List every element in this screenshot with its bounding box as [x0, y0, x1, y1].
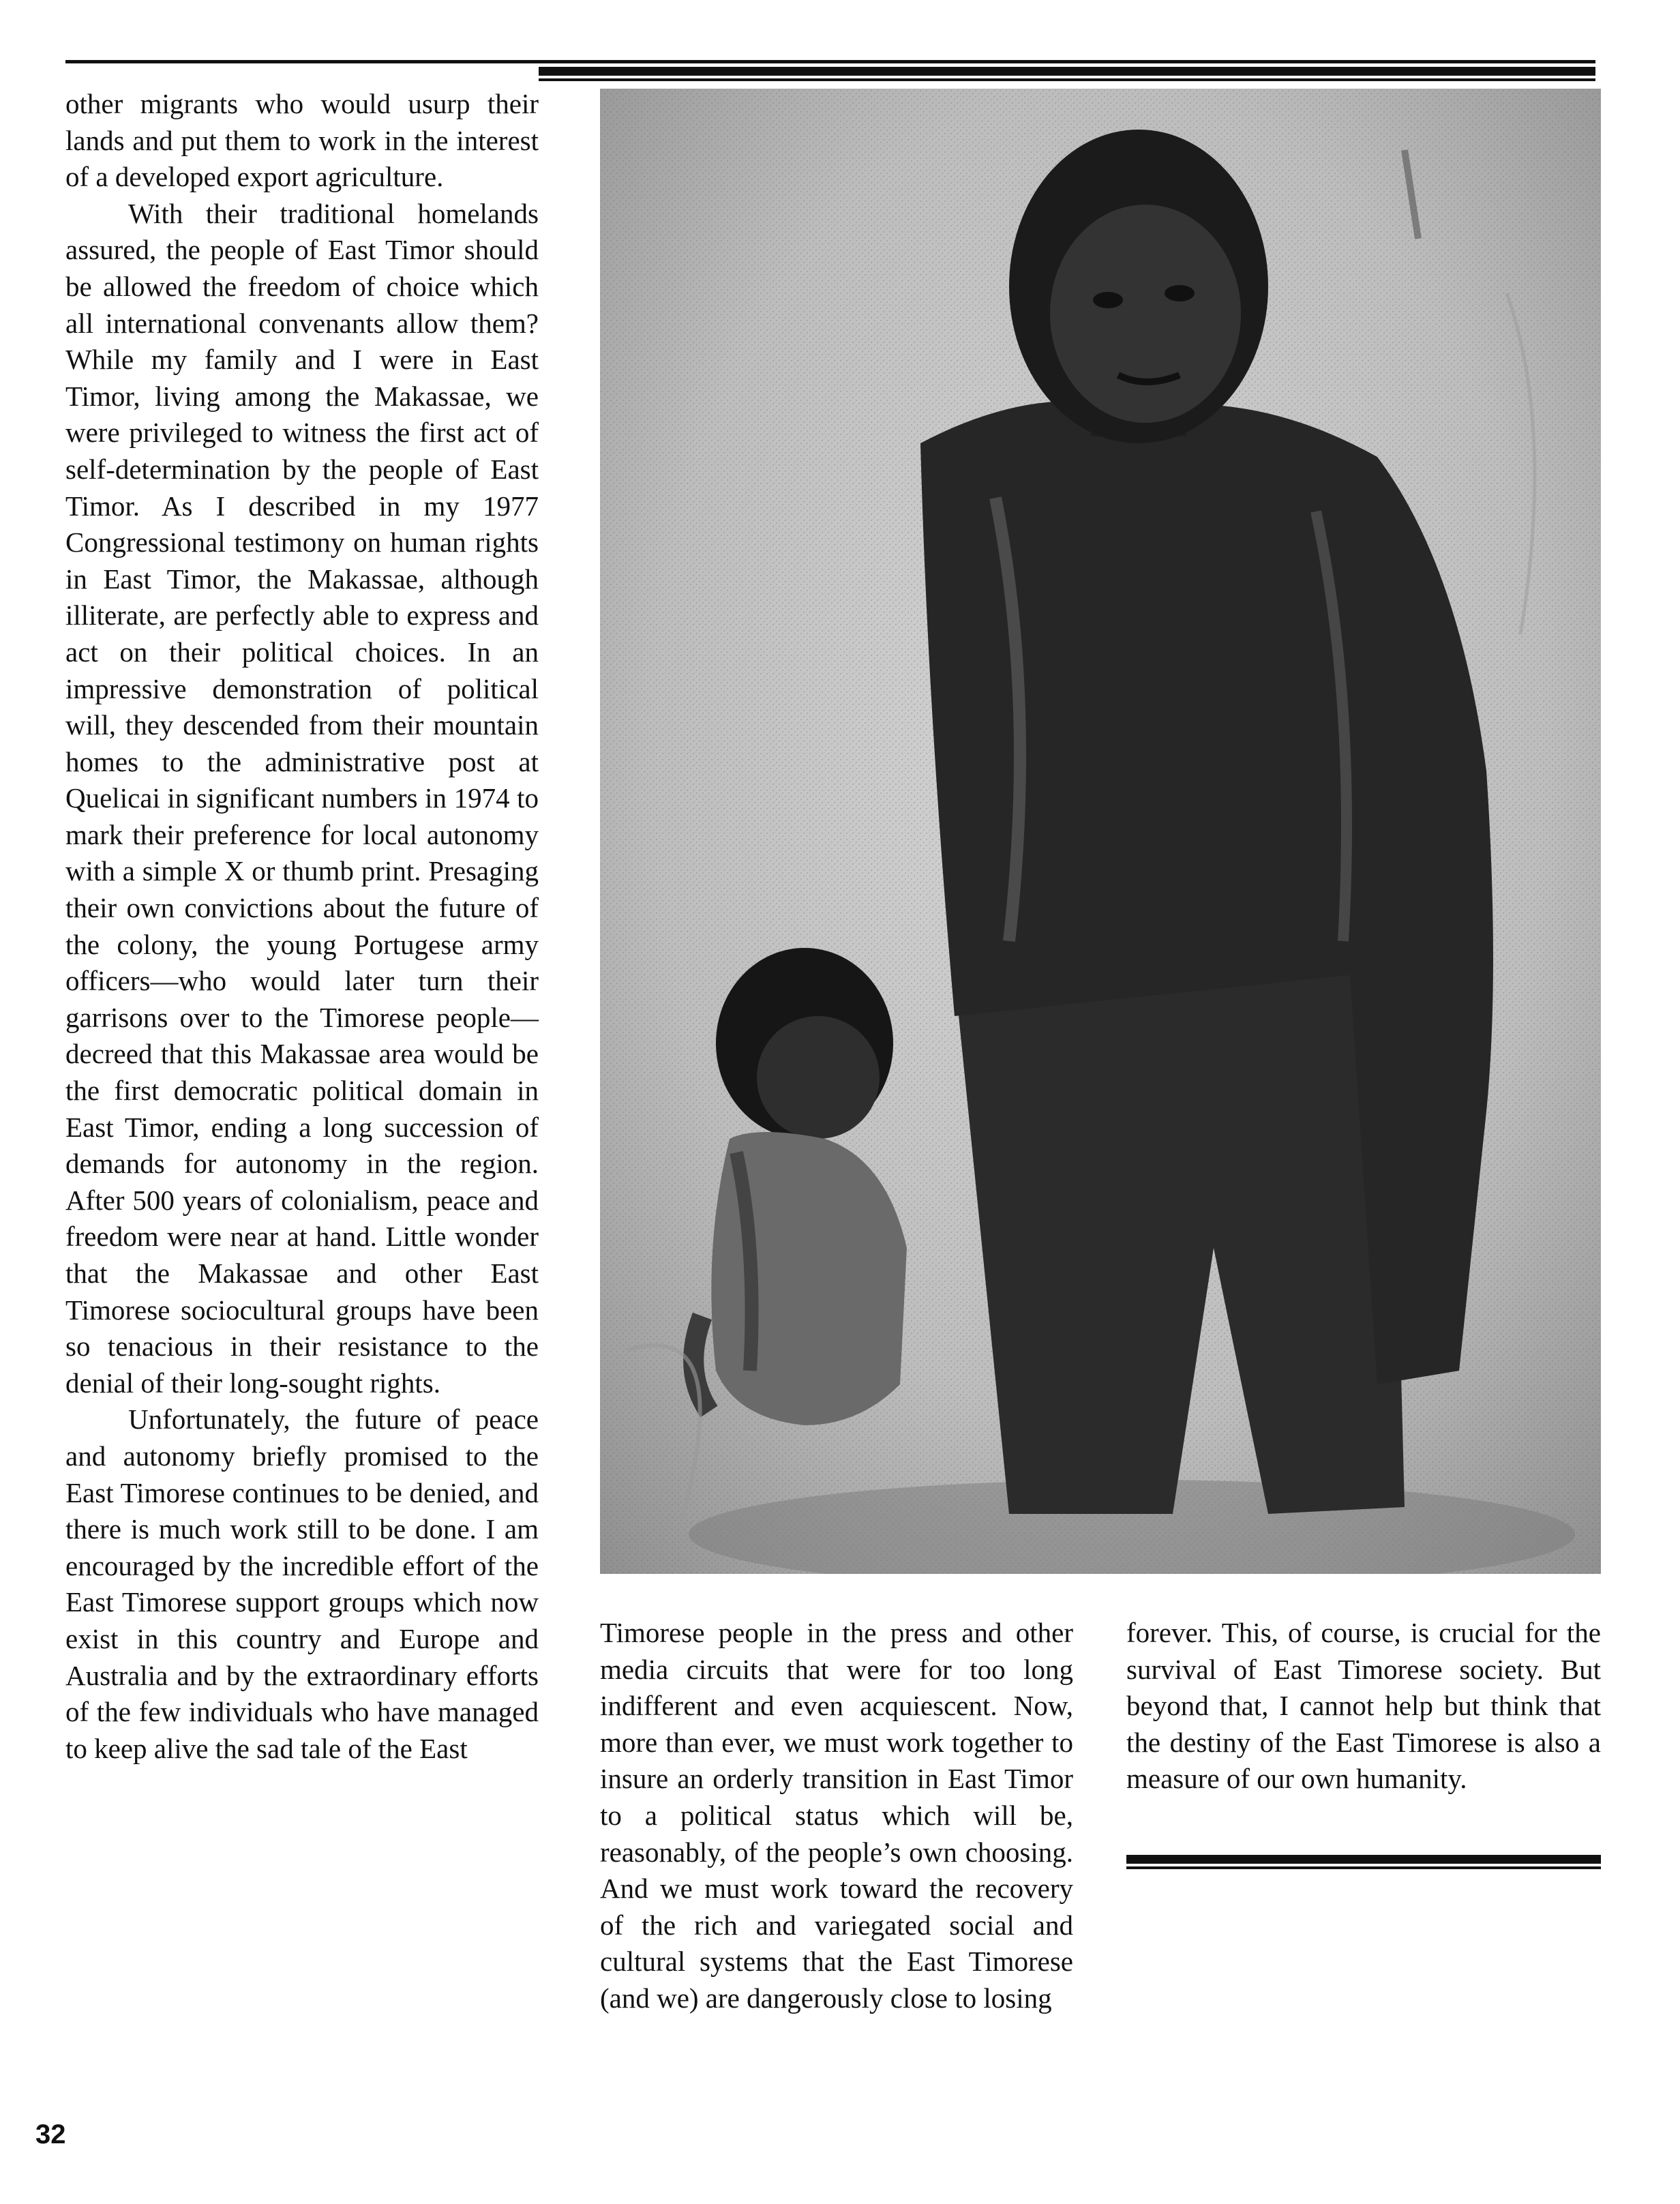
top-rule-left	[65, 60, 1595, 63]
top-rule-right-thin	[539, 78, 1595, 81]
photo-man-and-child	[600, 89, 1601, 1574]
paragraph-1: other migrants who would usurp their lands and put them to work in the interest of a developed export agriculture.	[65, 88, 539, 193]
photo-man-and-child-icon	[600, 89, 1601, 1574]
paragraph-3: Unfortunately, the future of peace and autonomy briefly promised to the East Timorese continues to be denied, and there is much work still to be done. I am encouraged by the incredible effort of the East Timorese support groups which now exist in this country and Europe and Australia and by the extraordinary efforts of the few individuals who have managed to keep alive the sad tale of the East	[65, 1403, 539, 1764]
end-rule-thick	[1126, 1855, 1601, 1864]
article-column-3	[1126, 1615, 1601, 1798]
paragraph-col2: Timorese people in the press and other media circuits that were for too long indifferent and even acquiescent. Now, more than ever, we must work together to insure an orderly transition in East Timor to a political status which will be, reasonably, of the people’s own choosing. And we must work toward the recovery of the rich and variegated social and cultural systems that the East Timorese (and we) are dangerously close to losing	[600, 1617, 1073, 2014]
end-rule-thin	[1126, 1866, 1601, 1869]
top-rule-right-thick	[539, 67, 1595, 76]
article-column-2	[600, 1615, 1073, 2017]
paragraph-col3: forever. This, of course, is crucial for the survival of East Timorese society. But beyond that, I cannot help but think that the destiny of the East Timorese is also a measure of our own humanity.	[1126, 1617, 1601, 1795]
article-column-1	[65, 86, 539, 1767]
page-number: 32	[35, 2119, 66, 2149]
paragraph-2: With their traditional homelands assured, the people of East Timor should be allowed the freedom of choice which all international convenants allow them? While my family and I were in East Timor, living among the Makassae, we were privileged to witness the first act of self-determination by the people of East Timor. As I described in my 1977 Congressional testimony on human rights in East Timor, the Makassae, although illiterate, are perfectly able to express and act on their political choices. In an impressive demonstration of political will, they descended from their mountain homes to the administrative post at Quelicai in significant numbers in 1974 to mark their preference for local autonomy with a simple X or thumb print. Presaging their own convictions about the future of the colony, the young Portugese army officers—who would later turn their garrisons over to the Timorese people—decreed that this Makassae area would be the first democratic political domain in East Timor, ending a long succession of demands for autonomy in the region. After 500 years of colonialism, peace and freedom were near at hand. Little wonder that the Makassae and other East Timorese sociocultural groups have been so tenacious in their resistance to the denial of their long-sought rights.	[65, 197, 539, 1399]
